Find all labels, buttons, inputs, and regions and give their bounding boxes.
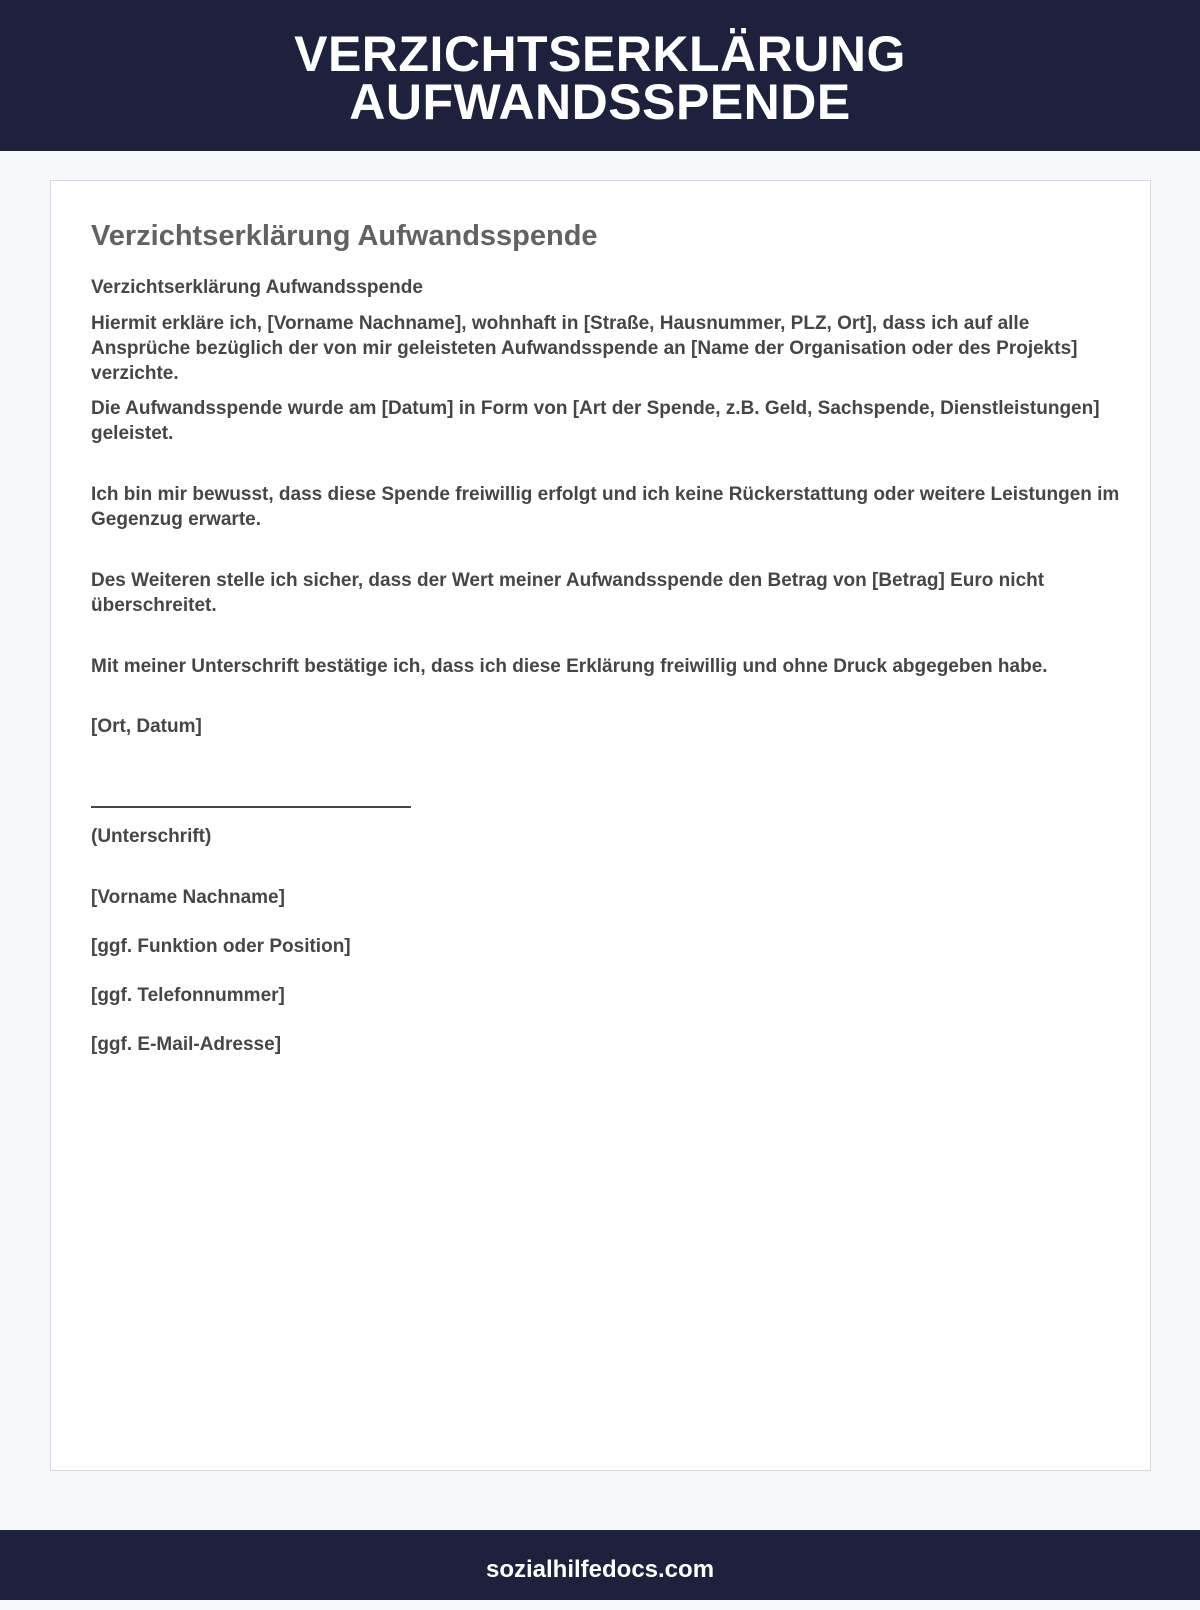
paragraph-value-limit: Des Weiteren stelle ich sicher, dass der Wert meiner Aufwandsspende den Betrag von [Betrag] Euro nicht überschreitet. <box>91 570 1045 616</box>
signer-email: [ggf. E-Mail-Adresse] <box>91 1034 282 1055</box>
signer-function: [ggf. Funktion oder Position] <box>91 936 351 957</box>
header-title-line-2: AUFWANDSSPENDE <box>349 74 851 130</box>
place-date-field: [Ort, Datum] <box>91 716 202 737</box>
paragraph-voluntary: Ich bin mir bewusst, dass diese Spende freiwillig erfolgt und ich keine Rückerstattung oder weitere Leistungen im Gegenzug erwarte. <box>91 484 1120 530</box>
paragraph-confirmation: Mit meiner Unterschrift bestätige ich, dass ich diese Erklärung freiwillig und ohne Druck abgegeben habe. <box>91 656 1048 677</box>
page-header <box>0 0 1200 151</box>
paragraph-donation-details: Die Aufwandsspende wurde am [Datum] in Form von [Art der Spende, z.B. Geld, Sachspende, Dienstleistungen] geleistet. <box>91 398 1100 444</box>
header-title-line-1: VERZICHTSERKLÄRUNG <box>294 26 906 82</box>
signature-label: (Unterschrift) <box>91 826 212 847</box>
footer-site-link[interactable]: sozialhilfedocs.com <box>485 1556 715 1583</box>
paragraph-declaration: Hiermit erkläre ich, [Vorname Nachname], wohnhaft in [Straße, Hausnummer, PLZ, Ort], dass ich auf alle Ansprüche bezüglich der von mir geleisteten Aufwandsspende an [Name der Organisation oder des Projekts] verzichte. <box>91 313 1078 384</box>
document-card <box>50 180 1151 1471</box>
page-footer <box>0 1530 1200 1600</box>
signer-name: [Vorname Nachname] <box>91 887 285 908</box>
signer-phone: [ggf. Telefonnummer] <box>91 985 285 1006</box>
signature-line <box>91 806 411 808</box>
document-subtitle: Verzichtserklärung Aufwandsspende <box>91 277 423 298</box>
document-title: Verzichtserklärung Aufwandsspende <box>91 220 598 252</box>
